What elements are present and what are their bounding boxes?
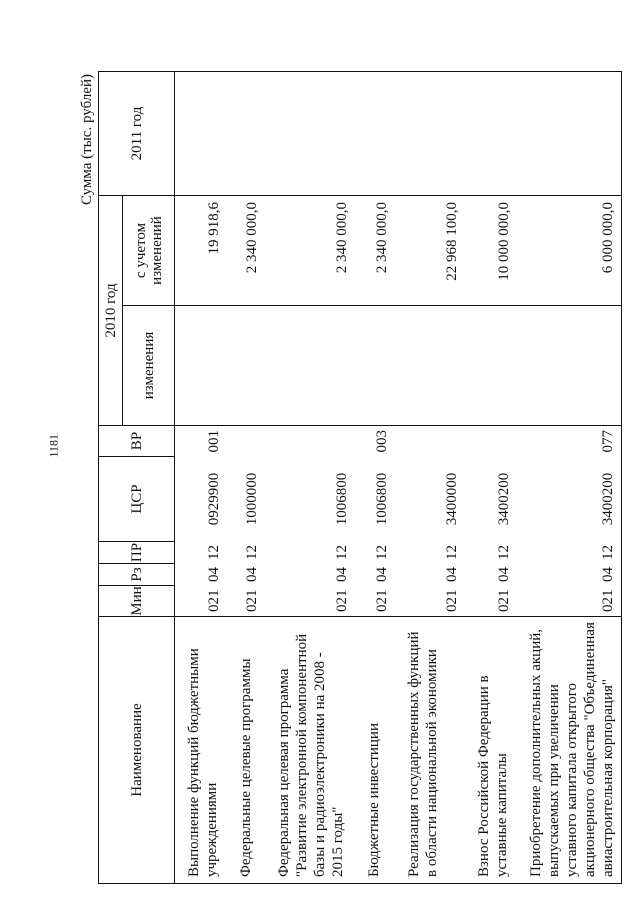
row-name: Приобретение дополнительных акций, выпускаемых при увеличении уставного капитала открытого акционерного общества "Объединенная авиастроительная корпорация" — [517, 617, 622, 884]
header-changes: изменения — [123, 306, 175, 426]
row-csr: 0929900 — [205, 472, 222, 526]
row-rz: 04 — [373, 567, 390, 582]
row-2011 — [265, 71, 355, 195]
row-vr — [265, 426, 355, 457]
row-csr: 1000000 — [243, 472, 260, 526]
table-row — [517, 71, 622, 883]
row-min: 021 — [205, 589, 222, 612]
header-year-2010: 2010 год — [99, 195, 123, 425]
row-name: Взнос Российской Федерации в уставные капиталы — [465, 617, 517, 884]
table-row — [395, 71, 465, 883]
row-min: 021 — [243, 589, 260, 612]
row-with-changes: 2 340 000,0 — [227, 195, 265, 305]
header-csr: ЦСР — [99, 457, 175, 542]
row-rz: 04 — [495, 567, 512, 582]
row-pr: 12 — [205, 545, 222, 560]
row-changes — [265, 306, 355, 426]
row-vr — [395, 426, 465, 457]
header-vr: ВР — [99, 426, 175, 457]
row-pr: 12 — [243, 545, 260, 560]
row-2011 — [355, 71, 395, 195]
table-row — [227, 71, 265, 883]
rotated-page-content — [79, 72, 616, 884]
page-number: 1181 — [46, 433, 61, 458]
row-min: 021 — [373, 589, 390, 612]
row-changes — [395, 306, 465, 426]
row-vr: 001 — [205, 430, 222, 453]
row-name: Выполнение функций бюджетными учреждениями — [175, 617, 227, 884]
row-rz: 04 — [333, 567, 350, 582]
table-row — [355, 71, 395, 883]
row-csr: 1006800 — [333, 472, 350, 526]
row-pr: 12 — [373, 545, 390, 560]
row-with-changes: 19 918,6 — [175, 195, 227, 305]
row-min: 021 — [333, 589, 350, 612]
row-2011 — [465, 71, 517, 195]
row-min: 021 — [517, 586, 622, 617]
header-min: Мин — [99, 586, 175, 617]
header-with-changes: с учетом изменений — [123, 195, 175, 305]
row-2011 — [395, 71, 465, 195]
row-pr: 12 — [333, 545, 350, 560]
row-vr — [465, 426, 517, 457]
row-rz: 04 — [205, 567, 222, 582]
row-csr: 1006800 — [373, 472, 390, 526]
row-vr: 003 — [373, 430, 390, 453]
row-rz: 04 — [443, 567, 460, 582]
table-row — [465, 71, 517, 883]
row-with-changes: 2 340 000,0 — [355, 195, 395, 305]
row-rz: 04 — [517, 564, 622, 586]
row-name: Бюджетные инвестиции — [355, 617, 395, 884]
budget-table — [98, 71, 622, 884]
row-name: Федеральная целевая программа "Развитие электронной компонентной базы и радиоэлектроники на 2008 - 2015 годы" — [265, 617, 355, 884]
row-changes — [227, 306, 265, 426]
row-2011 — [227, 71, 265, 195]
row-csr: 3400200 — [495, 472, 512, 526]
row-pr: 12 — [495, 545, 512, 560]
table-row — [175, 71, 227, 883]
header-year-2011: 2011 год — [99, 71, 175, 195]
header-pr: ПР — [99, 542, 175, 564]
row-with-changes: 2 340 000,0 — [265, 195, 355, 305]
row-vr — [227, 426, 265, 457]
table-body — [175, 71, 622, 883]
row-changes — [175, 306, 227, 426]
row-changes — [517, 306, 622, 426]
row-2011 — [175, 71, 227, 195]
row-min: 021 — [495, 589, 512, 612]
row-min: 021 — [443, 589, 460, 612]
row-with-changes: 10 000 000,0 — [465, 195, 517, 305]
row-changes — [355, 306, 395, 426]
row-with-changes: 6 000 000,0 — [517, 195, 622, 305]
row-csr: 3400200 — [517, 457, 622, 542]
row-name: Федеральные целевые программы — [227, 617, 265, 884]
row-csr: 3400000 — [443, 472, 460, 526]
row-rz: 04 — [243, 567, 260, 582]
row-vr: 077 — [517, 426, 622, 457]
row-with-changes: 22 968 100,0 — [395, 195, 465, 305]
table-row — [265, 71, 355, 883]
row-pr: 12 — [443, 545, 460, 560]
header-rz: Рз — [99, 564, 175, 586]
row-2011 — [517, 71, 622, 195]
row-name: Реализация государственных функций в области национальной экономики — [395, 617, 465, 884]
row-changes — [465, 306, 517, 426]
unit-label: Сумма (тыс. рублей) — [79, 74, 95, 206]
row-pr: 12 — [517, 542, 622, 564]
header-name: Наименование — [99, 617, 175, 884]
